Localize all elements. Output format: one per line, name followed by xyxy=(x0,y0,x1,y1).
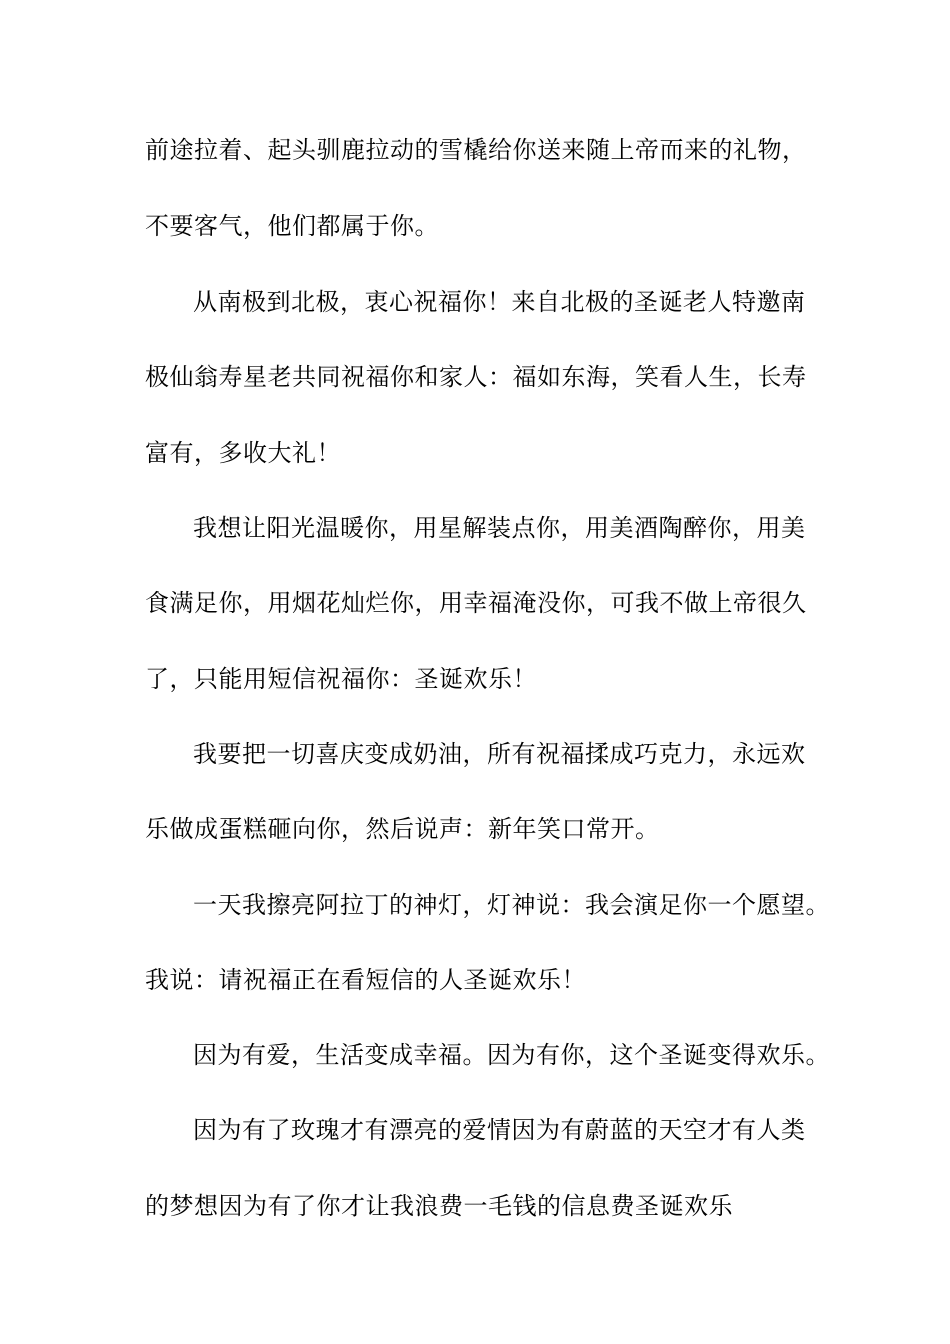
paragraph-start: 从南极到北极，衷心祝福你！来自北极的圣诞老人特邀南 xyxy=(193,288,806,316)
paragraph-start: 因为有了玫瑰才有漂亮的爱情因为有蔚蓝的天空才有人类 xyxy=(193,1116,806,1144)
text-line: 前途拉着、起头驯鹿拉动的雪橇给你送来随上帝而来的礼物， xyxy=(145,136,807,164)
text-line: 富有，多收大礼！ xyxy=(145,439,341,467)
text-line: 的梦想因为有了你才让我浪费一毛钱的信息费圣诞欢乐 xyxy=(145,1192,733,1220)
text-line: 食满足你，用烟花灿烂你，用幸福淹没你，可我不做上帝很久 xyxy=(145,589,807,617)
text-line: 了，只能用短信祝福你：圣诞欢乐！ xyxy=(145,665,537,693)
paragraph-start: 一天我擦亮阿拉丁的神灯，灯神说：我会演足你一个愿望。 xyxy=(193,891,830,919)
text-line: 不要客气，他们都属于你。 xyxy=(145,212,439,240)
paragraph-start: 因为有爱，生活变成幸福。因为有你，这个圣诞变得欢乐。 xyxy=(193,1041,830,1069)
text-line: 极仙翁寿星老共同祝福你和家人：福如东海，笑看人生，长寿 xyxy=(145,363,807,391)
text-line: 乐做成蛋糕砸向你，然后说声：新年笑口常开。 xyxy=(145,815,660,843)
text-line: 我说：请祝福正在看短信的人圣诞欢乐！ xyxy=(145,966,586,994)
paragraph-start: 我要把一切喜庆变成奶油，所有祝福揉成巧克力，永远欢 xyxy=(193,740,806,768)
paragraph-start: 我想让阳光温暖你，用星解装点你，用美酒陶醉你，用美 xyxy=(193,514,806,542)
